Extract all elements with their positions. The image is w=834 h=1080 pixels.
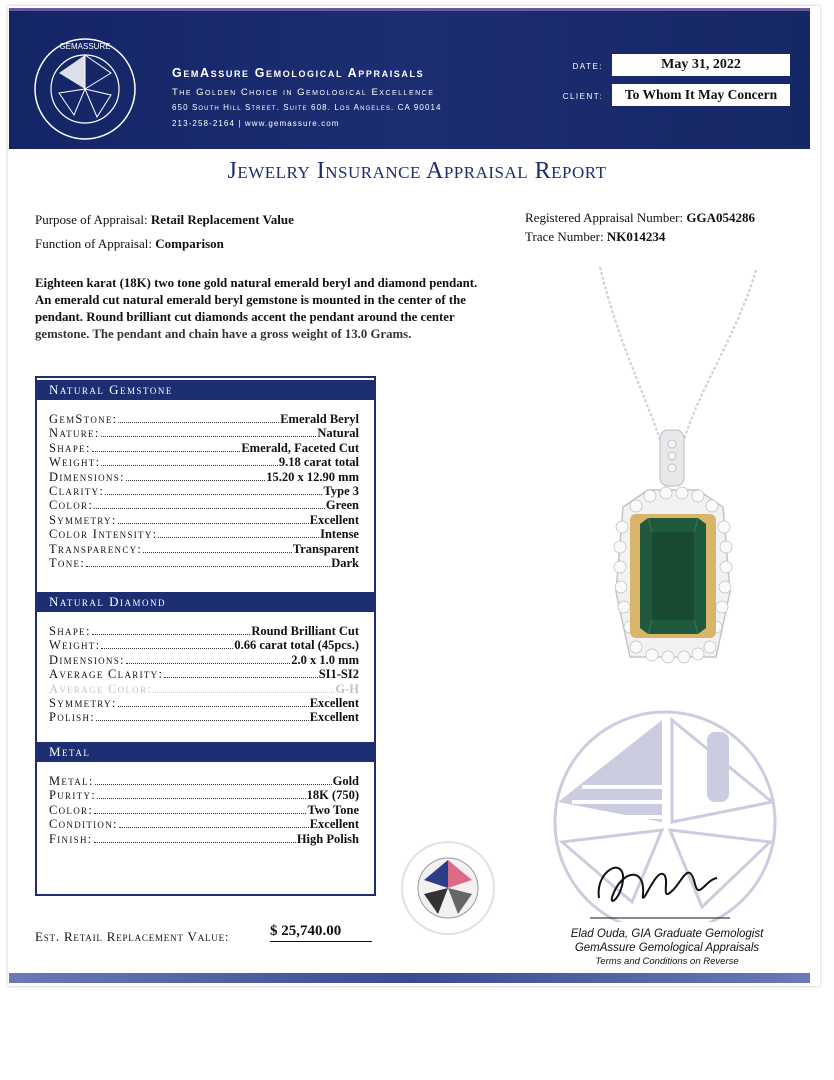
trace-number-value: NK014234 bbox=[606, 229, 666, 244]
field-value: G-H bbox=[335, 681, 359, 696]
diamond-row bbox=[49, 667, 359, 681]
gemstone-row bbox=[49, 556, 359, 570]
leader-dots bbox=[164, 677, 317, 678]
metal-row bbox=[49, 774, 359, 788]
diamond-row bbox=[49, 682, 359, 696]
leader-dots bbox=[126, 663, 290, 664]
field-value: Dark bbox=[331, 556, 359, 570]
leader-dots bbox=[118, 523, 309, 524]
field-label: Weight: bbox=[49, 638, 101, 653]
retail-value-label: Est. Retail Replacement Value: bbox=[35, 929, 230, 944]
field-label: Condition: bbox=[49, 817, 118, 832]
field-value: 0.66 carat total (45pcs.) bbox=[234, 638, 359, 653]
leader-dots bbox=[105, 494, 322, 495]
metal-row bbox=[49, 817, 359, 831]
item-description bbox=[35, 275, 535, 343]
diamond-row bbox=[49, 696, 359, 710]
registered-number-label: Registered Appraisal Number: bbox=[525, 210, 684, 225]
field-label: Dimensions: bbox=[49, 652, 125, 667]
field-value: Gold bbox=[332, 774, 359, 788]
appraiser-signature-block bbox=[552, 927, 782, 969]
field-value: 9.18 carat total bbox=[278, 455, 359, 470]
function-label: Function of Appraisal: bbox=[35, 236, 152, 251]
field-label: Color Intensity: bbox=[49, 527, 158, 542]
company-address: 650 South Hill Street. Suite 608. Los Angeles. CA 90014 bbox=[172, 103, 442, 112]
date-value: May 31, 2022 bbox=[612, 54, 790, 76]
function-line bbox=[35, 236, 224, 252]
specifications-panel bbox=[35, 376, 376, 896]
leader-dots bbox=[97, 798, 306, 799]
client-value: To Whom It May Concern bbox=[612, 84, 790, 106]
description-line: gemstone. The pendant and chain have a gross weight of 13.0 Grams. bbox=[35, 327, 412, 341]
leader-dots bbox=[94, 842, 296, 843]
purpose-line bbox=[35, 212, 294, 228]
svg-text:GEMASSURE: GEMASSURE bbox=[59, 42, 111, 51]
leader-dots bbox=[94, 508, 325, 509]
field-label: GemStone: bbox=[49, 412, 118, 426]
purpose-value: Retail Replacement Value bbox=[150, 212, 294, 227]
field-value: Excellent bbox=[309, 512, 359, 527]
gemstone-row bbox=[49, 426, 359, 440]
terms-note: Terms and Conditions on Reverse bbox=[595, 956, 739, 967]
field-label: Metal: bbox=[49, 774, 94, 788]
leader-dots bbox=[119, 827, 309, 828]
field-label: Polish: bbox=[49, 710, 96, 725]
appraiser-name: Elad Ouda, GIA Graduate Gemologist bbox=[570, 928, 764, 940]
company-contact: 213-258-2164 | www.gemassure.com bbox=[172, 119, 340, 128]
field-label: Purity: bbox=[49, 788, 97, 803]
leader-dots bbox=[101, 436, 317, 437]
gemstone-row bbox=[49, 441, 359, 455]
report-title: Jewelry Insurance Appraisal Report bbox=[227, 158, 607, 184]
leader-dots bbox=[101, 465, 277, 466]
metal-row bbox=[49, 803, 359, 817]
field-value: 18K (750) bbox=[306, 788, 359, 803]
leader-dots bbox=[92, 634, 251, 635]
footer-bar bbox=[9, 973, 810, 983]
pendant-photo bbox=[578, 262, 768, 682]
field-label: Nature: bbox=[49, 426, 100, 441]
date-label: DATE: bbox=[572, 62, 603, 71]
leader-dots bbox=[86, 566, 330, 567]
field-value: Intense bbox=[320, 527, 359, 542]
field-label: Color: bbox=[49, 802, 94, 817]
leader-dots bbox=[92, 451, 241, 452]
appraiser-company: GemAssure Gemological Appraisals bbox=[574, 942, 760, 954]
diamond-row bbox=[49, 653, 359, 667]
field-label: Shape: bbox=[49, 440, 91, 455]
gemstone-row bbox=[49, 527, 359, 541]
field-label: Finish: bbox=[49, 831, 93, 846]
field-label: Tone: bbox=[49, 556, 86, 570]
registered-number-value: GGA054286 bbox=[686, 210, 756, 225]
field-label: Average Color: bbox=[49, 681, 153, 696]
gemstone-row bbox=[49, 513, 359, 527]
field-label: Average Clarity: bbox=[49, 667, 164, 682]
metal-heading: Metal bbox=[37, 742, 374, 762]
metal-row bbox=[49, 832, 359, 846]
header-banner bbox=[9, 8, 810, 149]
leader-dots bbox=[143, 552, 292, 553]
description-line: Eighteen karat (18K) two tone gold natural emerald beryl and diamond pendant. bbox=[35, 276, 478, 290]
field-label: Shape: bbox=[49, 624, 91, 638]
field-value: Green bbox=[325, 498, 359, 513]
field-value: 2.0 x 1.0 mm bbox=[291, 652, 359, 667]
diamond-row bbox=[49, 710, 359, 724]
field-value: Emerald Beryl bbox=[280, 412, 359, 426]
company-name: GemAssure Gemological Appraisals bbox=[172, 66, 425, 80]
diamond-row bbox=[49, 638, 359, 652]
client-label: CLIENT: bbox=[562, 92, 603, 101]
field-label: Weight: bbox=[49, 455, 101, 470]
metal-row bbox=[49, 788, 359, 802]
handwritten-signature bbox=[585, 850, 735, 922]
field-value: Excellent bbox=[309, 710, 359, 725]
field-value: SI1-SI2 bbox=[318, 667, 359, 682]
trace-number-line bbox=[525, 229, 665, 245]
gemstone-row bbox=[49, 412, 359, 426]
purpose-label: Purpose of Appraisal: bbox=[35, 212, 148, 227]
field-value: Excellent bbox=[309, 817, 359, 832]
leader-dots bbox=[158, 537, 319, 538]
gemassure-logo bbox=[29, 33, 141, 145]
field-value: Type 3 bbox=[323, 484, 359, 498]
gemstone-row bbox=[49, 470, 359, 484]
gemassure-seal bbox=[388, 838, 508, 938]
registered-number-line bbox=[525, 210, 755, 226]
natural-diamond-heading: Natural Diamond bbox=[37, 592, 374, 612]
natural-gemstone-heading: Natural Gemstone bbox=[37, 380, 374, 400]
leader-dots bbox=[95, 784, 332, 785]
company-tagline: The Golden Choice in Gemological Excellence bbox=[172, 87, 435, 98]
leader-dots bbox=[126, 480, 265, 481]
field-value: Two Tone bbox=[307, 802, 359, 817]
field-value: High Polish bbox=[296, 831, 359, 846]
leader-dots bbox=[118, 706, 309, 707]
field-label: Symmetry: bbox=[49, 696, 117, 710]
field-label: Symmetry: bbox=[49, 512, 117, 527]
leader-dots bbox=[153, 692, 334, 693]
gemstone-row bbox=[49, 498, 359, 512]
gemstone-row bbox=[49, 484, 359, 498]
field-value: Round Brilliant Cut bbox=[251, 624, 359, 638]
gemstone-row bbox=[49, 455, 359, 469]
leader-dots bbox=[118, 422, 279, 423]
field-label: Transparency: bbox=[49, 541, 143, 556]
field-label: Color: bbox=[49, 498, 94, 513]
leader-dots bbox=[101, 648, 233, 649]
field-value: 15.20 x 12.90 mm bbox=[266, 469, 359, 484]
field-value: Excellent bbox=[309, 696, 359, 710]
field-value: Natural bbox=[317, 426, 359, 441]
diamond-row bbox=[49, 624, 359, 638]
leader-dots bbox=[94, 813, 306, 814]
retail-value-amount: $ 25,740.00 bbox=[270, 923, 372, 942]
field-value: Transparent bbox=[292, 541, 359, 556]
field-label: Dimensions: bbox=[49, 469, 125, 484]
description-line: pendant. Round brilliant cut diamonds accent the pendant around the center bbox=[35, 310, 455, 324]
leader-dots bbox=[96, 720, 309, 721]
description-line: An emerald cut natural emerald beryl gemstone is mounted in the center of the bbox=[35, 293, 466, 307]
field-label: Clarity: bbox=[49, 484, 105, 498]
gemstone-row bbox=[49, 542, 359, 556]
field-value: Emerald, Faceted Cut bbox=[241, 440, 359, 455]
trace-number-label: Trace Number: bbox=[525, 229, 604, 244]
function-value: Comparison bbox=[155, 236, 224, 251]
